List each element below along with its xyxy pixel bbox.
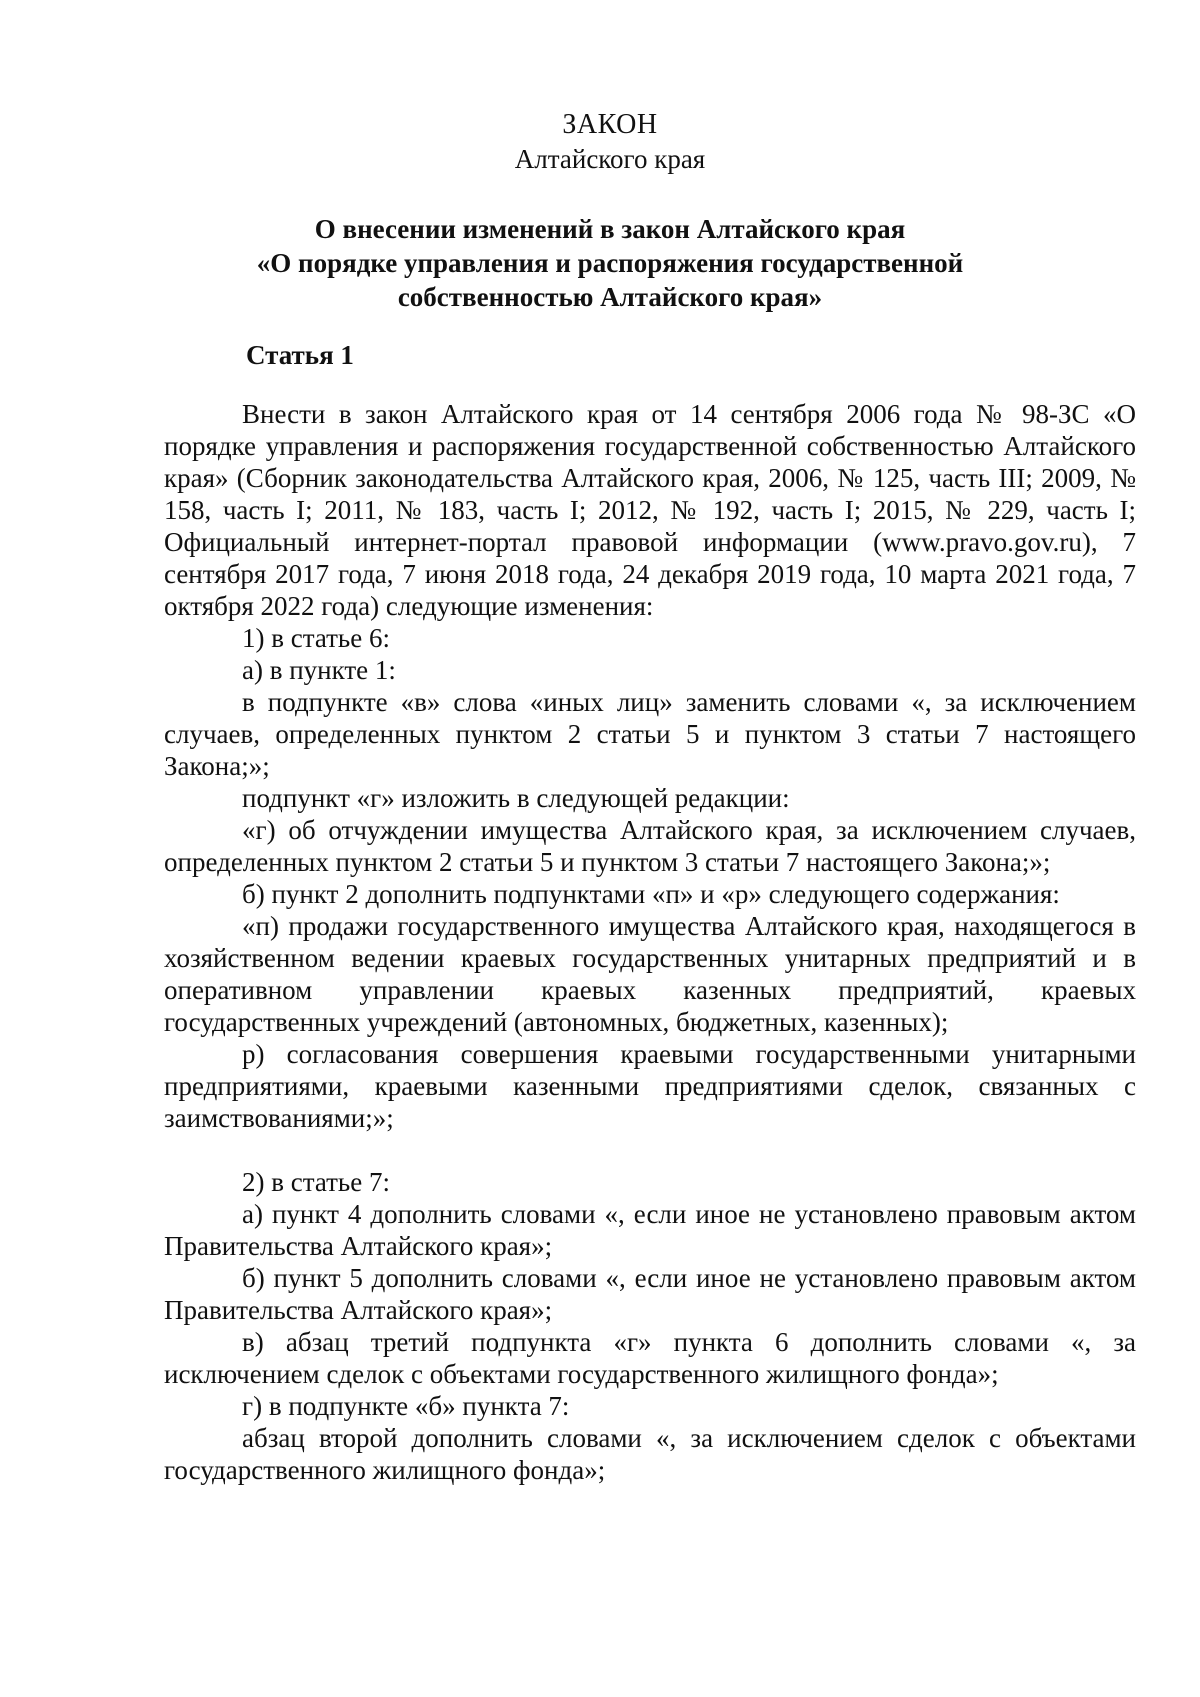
article-heading: Статья 1 — [246, 340, 354, 370]
title-line-1: О внесении изменений в закон Алтайского края — [314, 214, 906, 244]
document-type: ЗАКОН — [562, 109, 658, 140]
paragraph-item: абзац второй дополнить словами «, за исключением сделок с объектами государственного жилищного фонда»; — [164, 1423, 1136, 1485]
paragraph-item: 1) в статье 6: — [242, 623, 390, 653]
title-line-2: «О порядке управления и распоряжения государственной — [256, 248, 964, 278]
document-region: Алтайского края — [514, 144, 706, 174]
paragraph-item: а) пункт 4 дополнить словами «, если иное не установлено правовым актом Правительства Алтайского края»; — [164, 1199, 1136, 1261]
title-line-3: собственностью Алтайского края» — [397, 282, 823, 312]
paragraph-item: б) пункт 2 дополнить подпунктами «п» и «р» следующего содержания: — [242, 879, 1060, 909]
paragraph-item: подпункт «г» изложить в следующей редакции: — [242, 783, 790, 813]
paragraph-item: «г) об отчуждении имущества Алтайского края, за исключением случаев, определенных пунктом 2 статьи 5 и пунктом 3 статьи 7 настоящего Закона;»; — [164, 815, 1136, 877]
article-body — [164, 398, 1136, 1486]
paragraph-item: б) пункт 5 дополнить словами «, если иное не установлено правовым актом Правительства Алтайского края»; — [164, 1263, 1136, 1325]
document-title — [10, 212, 1200, 314]
paragraph-intro: Внести в закон Алтайского края от 14 сентября 2006 года № 98-ЗС «О порядке управления и распоряжения государственной собственностью Алтайского края» (Сборник законодательства Алтайского края, 2006, № 125, часть III; 2009, № 158, часть I; 2011, № 183, часть I; 2012, № 192, часть I; 2015, № 229, часть I; Официальный интернет-портал правовой информации (www.pravo.gov.ru), 7 сентября 2017 года, 7 июня 2018 года, 24 декабря 2019 года, 10 марта 2021 года, 7 октября 2022 года) следующие изменения: — [164, 399, 1136, 621]
paragraph-item: р) согласования совершения краевыми государственными унитарными предприятиями, краевыми казенными предприятиями сделок, связанных с заимствованиями;»; — [164, 1039, 1136, 1133]
paragraph-item: 2) в статье 7: — [242, 1167, 390, 1197]
paragraph-item: г) в подпункте «б» пункта 7: — [242, 1391, 570, 1421]
paragraph-item: а) в пункте 1: — [242, 655, 396, 685]
paragraph-item: в подпункте «в» слова «иных лиц» заменить словами «, за исключением случаев, определенных пунктом 2 статьи 5 и пунктом 3 статьи 7 настоящего Закона;»; — [164, 687, 1136, 781]
paragraph-item: в) абзац третий подпункта «г» пункта 6 дополнить словами «, за исключением сделок с объектами государственного жилищного фонда»; — [164, 1327, 1136, 1389]
paragraph-item: «п) продажи государственного имущества Алтайского края, находящегося в хозяйственном ведении краевых государственных унитарных предприятий и в оперативном управлении краевых казенных предприятий, краевых государственных учреждений (автономных, бюджетных, казенных); — [164, 911, 1136, 1037]
